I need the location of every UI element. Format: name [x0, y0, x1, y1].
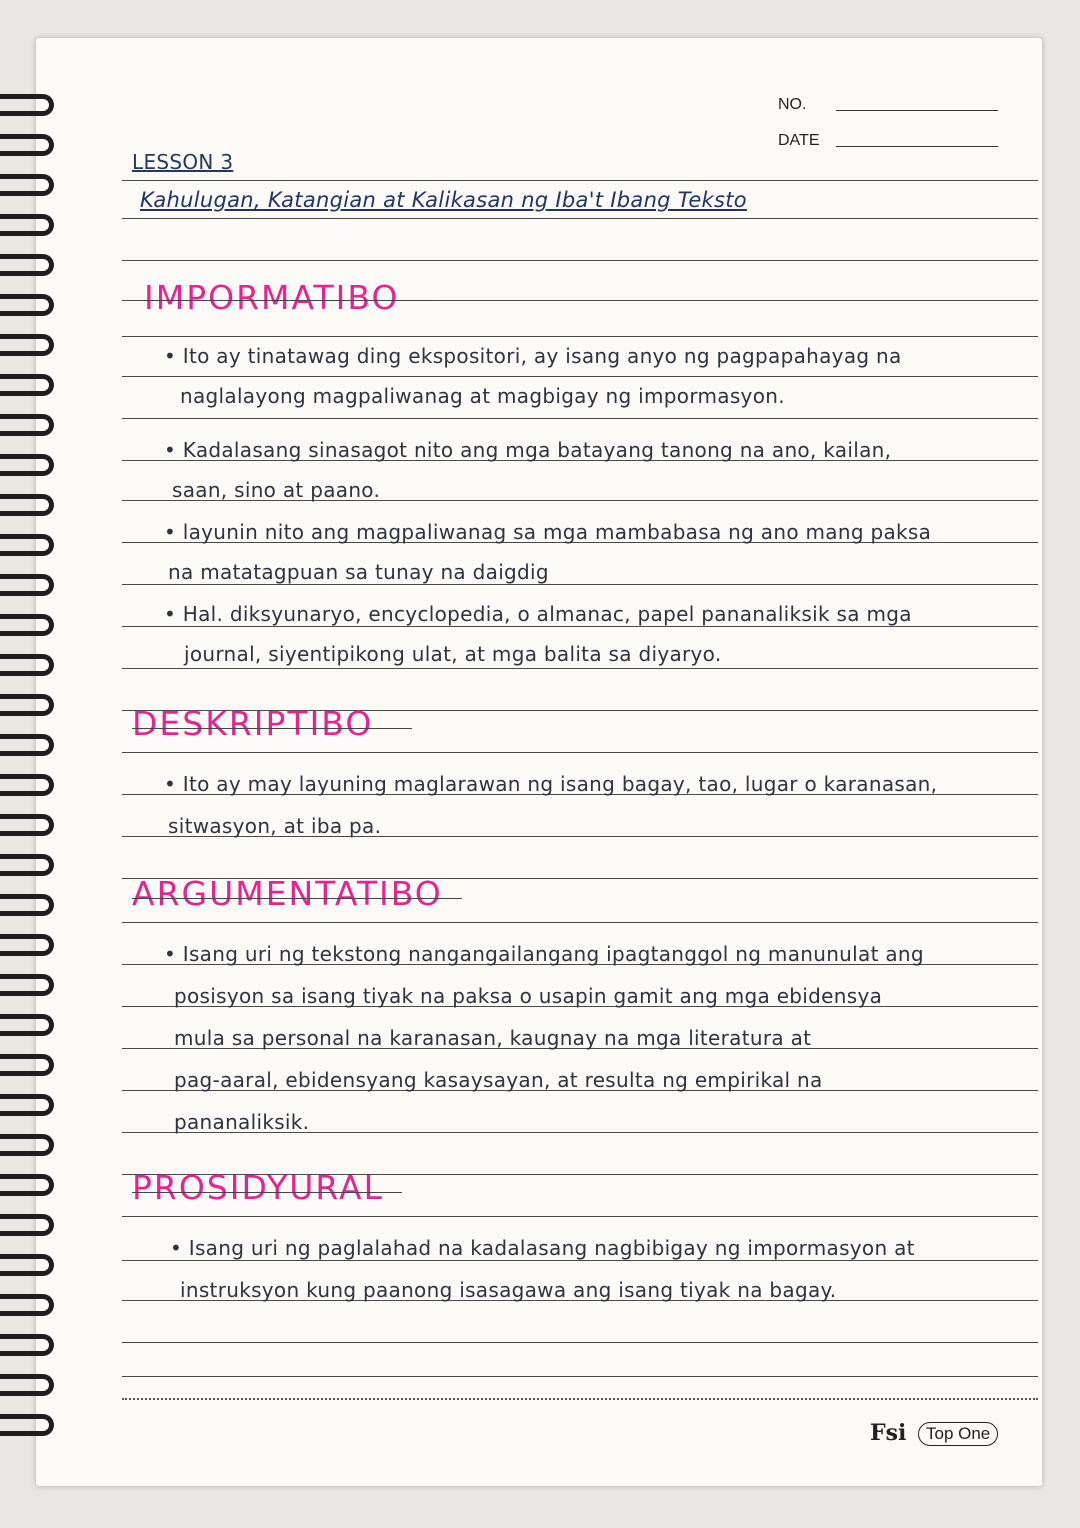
text-line: journal, siyentipikong ulat, at mga balita sa diyaryo.: [184, 642, 722, 666]
spiral-ring: [0, 494, 54, 516]
text-line: mula sa personal na karanasan, kaugnay na mga literatura at: [174, 1026, 812, 1050]
ruled-line: [122, 418, 1038, 419]
text-line: pag-aaral, ebidensyang kasaysayan, at resulta ng empirikal na: [174, 1068, 823, 1092]
spiral-ring: [0, 534, 54, 556]
text-line: • Isang uri ng paglalahad na kadalasang nagbibigay ng impormasyon at: [170, 1236, 915, 1260]
spiral-ring: [0, 814, 54, 836]
spiral-ring: [0, 774, 54, 796]
spiral-ring: [0, 1374, 54, 1396]
text-line: • Isang uri ng tekstong nangangailangang ipagtanggol ng manunulat ang: [164, 942, 924, 966]
spiral-ring: [0, 414, 54, 436]
spiral-ring: [0, 694, 54, 716]
spiral-ring: [0, 1174, 54, 1196]
spiral-ring: [0, 1254, 54, 1276]
ruled-line: [122, 752, 1038, 753]
spiral-ring: [0, 734, 54, 756]
spiral-ring: [0, 894, 54, 916]
ruled-line: [122, 1342, 1038, 1343]
ruled-line: [122, 218, 1038, 219]
spiral-ring: [0, 294, 54, 316]
bottom-dotted-line: [122, 1398, 1038, 1400]
spiral-ring: [0, 614, 54, 636]
brand-logo: Fsi: [870, 1420, 907, 1446]
lesson-label: LESSON 3: [132, 150, 234, 174]
spiral-ring: [0, 1294, 54, 1316]
section-heading-argumentatibo: ARGUMENTATIBO: [132, 874, 443, 913]
text-line: na matatagpuan sa tunay na daigdig: [168, 560, 549, 584]
ruled-line: [122, 1376, 1038, 1377]
text-line: • Ito ay tinatawag ding ekspositori, ay isang anyo ng pagpapahayag na: [164, 344, 902, 368]
spiral-ring: [0, 334, 54, 356]
section-heading-impormatibo: IMPORMATIBO: [144, 278, 400, 317]
heading-strike: [132, 898, 462, 899]
spiral-ring: [0, 1214, 54, 1236]
ruled-line: [122, 180, 1038, 181]
text-line: • Kadalasang sinasagot nito ang mga batayang tanong na ano, kailan,: [164, 438, 892, 462]
ruled-line: [122, 922, 1038, 923]
spiral-ring: [0, 94, 54, 116]
heading-strike: [132, 728, 412, 729]
spiral-ring: [0, 934, 54, 956]
no-label: NO.: [778, 96, 807, 113]
text-line: sitwasyon, at iba pa.: [168, 814, 382, 838]
text-line: pananaliksik.: [174, 1110, 310, 1134]
spiral-ring: [0, 214, 54, 236]
heading-strike: [132, 1192, 402, 1193]
spiral-ring: [0, 134, 54, 156]
date-line: [836, 146, 998, 147]
section-heading-deskriptibo: DESKRIPTIBO: [132, 704, 374, 743]
spiral-ring: [0, 174, 54, 196]
brand-badge: Top One: [918, 1422, 998, 1446]
text-line: posisyon sa isang tiyak na paksa o usapin gamit ang mga ebidensya: [174, 984, 883, 1008]
spiral-ring: [0, 254, 54, 276]
ruled-line: [122, 584, 1038, 585]
ruled-line: [122, 1216, 1038, 1217]
ruled-line: [122, 626, 1038, 627]
spiral-ring: [0, 1094, 54, 1116]
ruled-line: [122, 668, 1038, 669]
text-line: saan, sino at paano.: [172, 478, 381, 502]
spiral-ring: [0, 974, 54, 996]
section-heading-prosidyural: PROSIDYURAL: [132, 1168, 384, 1207]
ruled-line: [122, 1260, 1038, 1261]
spiral-ring: [0, 1414, 54, 1436]
spiral-ring: [0, 1334, 54, 1356]
text-line: • Hal. diksyunaryo, encyclopedia, o almanac, papel pananaliksik sa mga: [164, 602, 912, 626]
spiral-ring: [0, 854, 54, 876]
notebook-page: [36, 38, 1042, 1486]
spiral-ring: [0, 654, 54, 676]
spiral-ring: [0, 454, 54, 476]
text-line: • layunin nito ang magpaliwanag sa mga mambabasa ng ano mang paksa: [164, 520, 932, 544]
spiral-ring: [0, 1014, 54, 1036]
ruled-line: [122, 336, 1038, 337]
spiral-ring: [0, 374, 54, 396]
heading-strike: [144, 300, 434, 301]
spiral-ring: [0, 1134, 54, 1156]
text-line: naglalayong magpaliwanag at magbigay ng impormasyon.: [180, 384, 785, 408]
lesson-title: Kahulugan, Katangian at Kalikasan ng Iba't Ibang Teksto: [140, 188, 747, 212]
spiral-ring: [0, 1054, 54, 1076]
ruled-line: [122, 376, 1038, 377]
spiral-ring: [0, 574, 54, 596]
date-label: DATE: [778, 132, 820, 149]
no-line: [836, 110, 998, 111]
ruled-line: [122, 260, 1038, 261]
text-line: instruksyon kung paanong isasagawa ang isang tiyak na bagay.: [180, 1278, 837, 1302]
text-line: • Ito ay may layuning maglarawan ng isang bagay, tao, lugar o karanasan,: [164, 772, 938, 796]
